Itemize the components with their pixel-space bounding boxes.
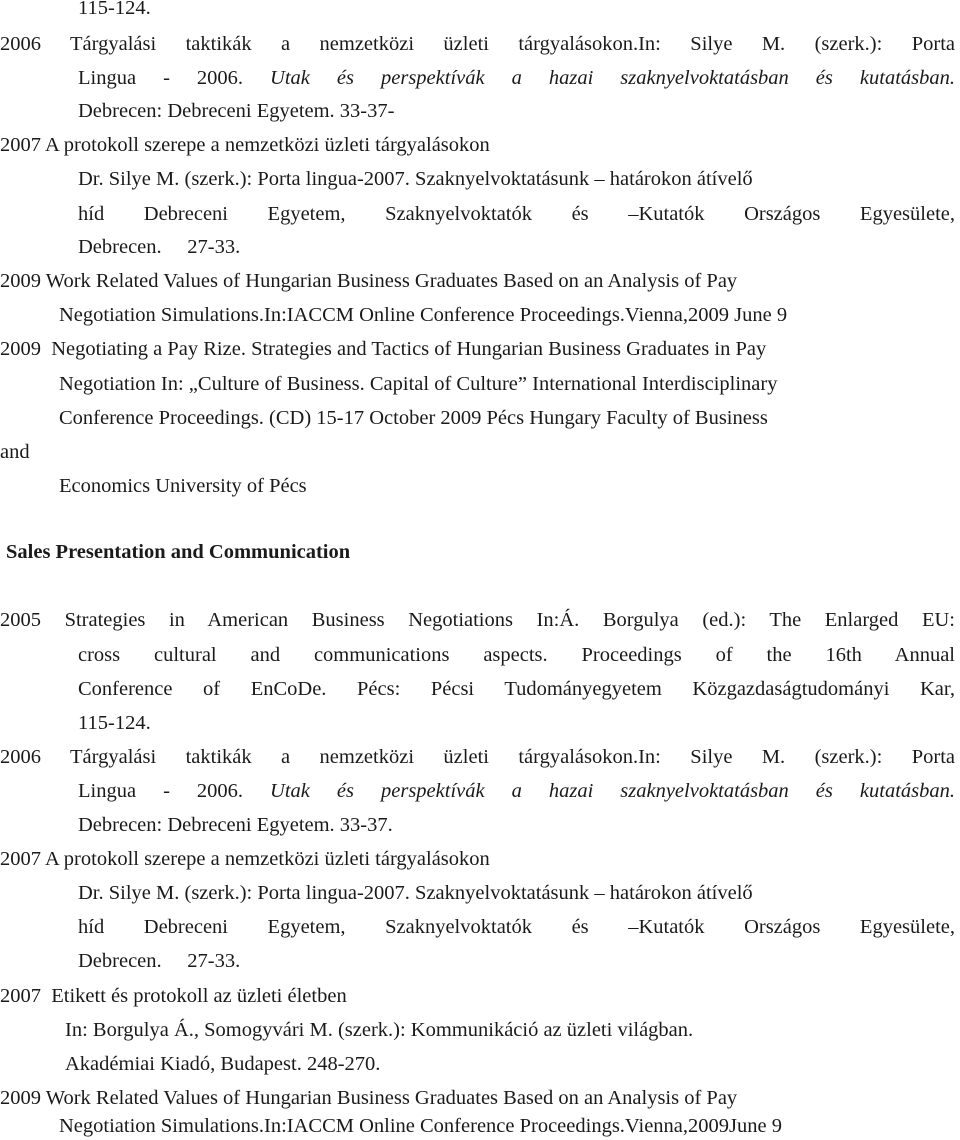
citation-2009-negotiating-line3: Conference Proceedings. (CD) 15-17 October 2009 Pécs Hungary Faculty of Business xyxy=(59,407,768,429)
page-number-fragment: 115-124. xyxy=(78,0,151,19)
citation-2009-negotiating-line2: Negotiation In: „Culture of Business. Capital of Culture” International Interdisciplinary xyxy=(59,373,778,395)
citation-2007-protokoll-line1: 2007 A protokoll szerepe a nemzetközi üzleti tárgyalásokon xyxy=(0,134,490,156)
citation-2005-line1: 2005 Strategies in American Business Negotiations In:Á. Borgulya (ed.): The Enlarged EU: xyxy=(0,609,955,631)
citation-2006-line2 xyxy=(78,64,955,92)
citation-2006b-line2 xyxy=(78,777,955,805)
citation-2006b-line2-italic: Utak és perspektívák a hazai szaknyelvoktatásban és kutatásban. xyxy=(270,780,955,802)
citation-2005-line2: cross cultural and communications aspects. Proceedings of the 16th Annual xyxy=(78,644,955,666)
citation-2007-etikett-line3: Akadémiai Kiadó, Budapest. 248-270. xyxy=(65,1053,381,1075)
citation-2009-work-line2: Negotiation Simulations.In:IACCM Online Conference Proceedings.Vienna,2009 June 9 xyxy=(59,304,788,326)
citation-2009b-work-line1: 2009 Work Related Values of Hungarian Business Graduates Based on an Analysis of Pay xyxy=(0,1087,738,1109)
citation-2009-negotiating-line1: 2009 Negotiating a Pay Rize. Strategies and Tactics of Hungarian Business Graduates in Pay xyxy=(0,338,767,360)
citation-2006b-line2-plain: Lingua - 2006. xyxy=(78,780,271,802)
citation-2006b-line1: 2006 Tárgyalási taktikák a nemzetközi üzleti tárgyalásokon.In: Silye M. (szerk.): Porta xyxy=(0,746,955,768)
citation-2006-line3: Debrecen: Debreceni Egyetem. 33-37- xyxy=(78,100,395,122)
citation-2009-negotiating-line5: Economics University of Pécs xyxy=(59,475,307,497)
citation-2007b-protokoll-line2: Dr. Silye M. (szerk.): Porta lingua-2007. Szaknyelvoktatásunk – határokon átívelő xyxy=(78,882,753,904)
citation-2007b-protokoll-line3: híd Debreceni Egyetem, Szaknyelvoktatók és –Kutatók Országos Egyesülete, xyxy=(78,916,955,938)
citation-2007b-protokoll-line4: Debrecen. 27-33. xyxy=(78,950,241,972)
citation-2006-line2-plain: Lingua - 2006. xyxy=(78,67,271,89)
citation-2006-line1: 2006 Tárgyalási taktikák a nemzetközi üzleti tárgyalásokon.In: Silye M. (szerk.): Porta xyxy=(0,33,955,55)
citation-2006b-line3: Debrecen: Debreceni Egyetem. 33-37. xyxy=(78,814,393,836)
citation-2009-work-line1: 2009 Work Related Values of Hungarian Business Graduates Based on an Analysis of Pay xyxy=(0,270,738,292)
citation-2005-line4: 115-124. xyxy=(78,712,151,734)
citation-2007-protokoll-line3: híd Debreceni Egyetem, Szaknyelvoktatók és –Kutatók Országos Egyesülete, xyxy=(78,203,955,225)
citation-2007-protokoll-line4: Debrecen. 27-33. xyxy=(78,236,241,258)
citation-2005-line3: Conference of EnCoDe. Pécs: Pécsi Tudományegyetem Közgazdaságtudományi Kar, xyxy=(78,678,955,700)
section-heading: Sales Presentation and Communication xyxy=(6,541,351,563)
citation-2007-etikett-line1: 2007 Etikett és protokoll az üzleti életben xyxy=(0,985,347,1007)
citation-2007-etikett-line2: In: Borgulya Á., Somogyvári M. (szerk.): Kommunikáció az üzleti világban. xyxy=(65,1019,694,1041)
citation-2007-protokoll-line2: Dr. Silye M. (szerk.): Porta lingua-2007. Szaknyelvoktatásunk – határokon átívelő xyxy=(78,168,753,190)
citation-2007b-protokoll-line1: 2007 A protokoll szerepe a nemzetközi üzleti tárgyalásokon xyxy=(0,848,490,870)
citation-2009-negotiating-line4: and xyxy=(0,441,30,463)
citation-2009b-work-line2: Negotiation Simulations.In:IACCM Online Conference Proceedings.Vienna,2009June 9 xyxy=(59,1115,782,1137)
citation-2006-line2-italic: Utak és perspektívák a hazai szaknyelvoktatásban és kutatásban. xyxy=(270,67,955,89)
